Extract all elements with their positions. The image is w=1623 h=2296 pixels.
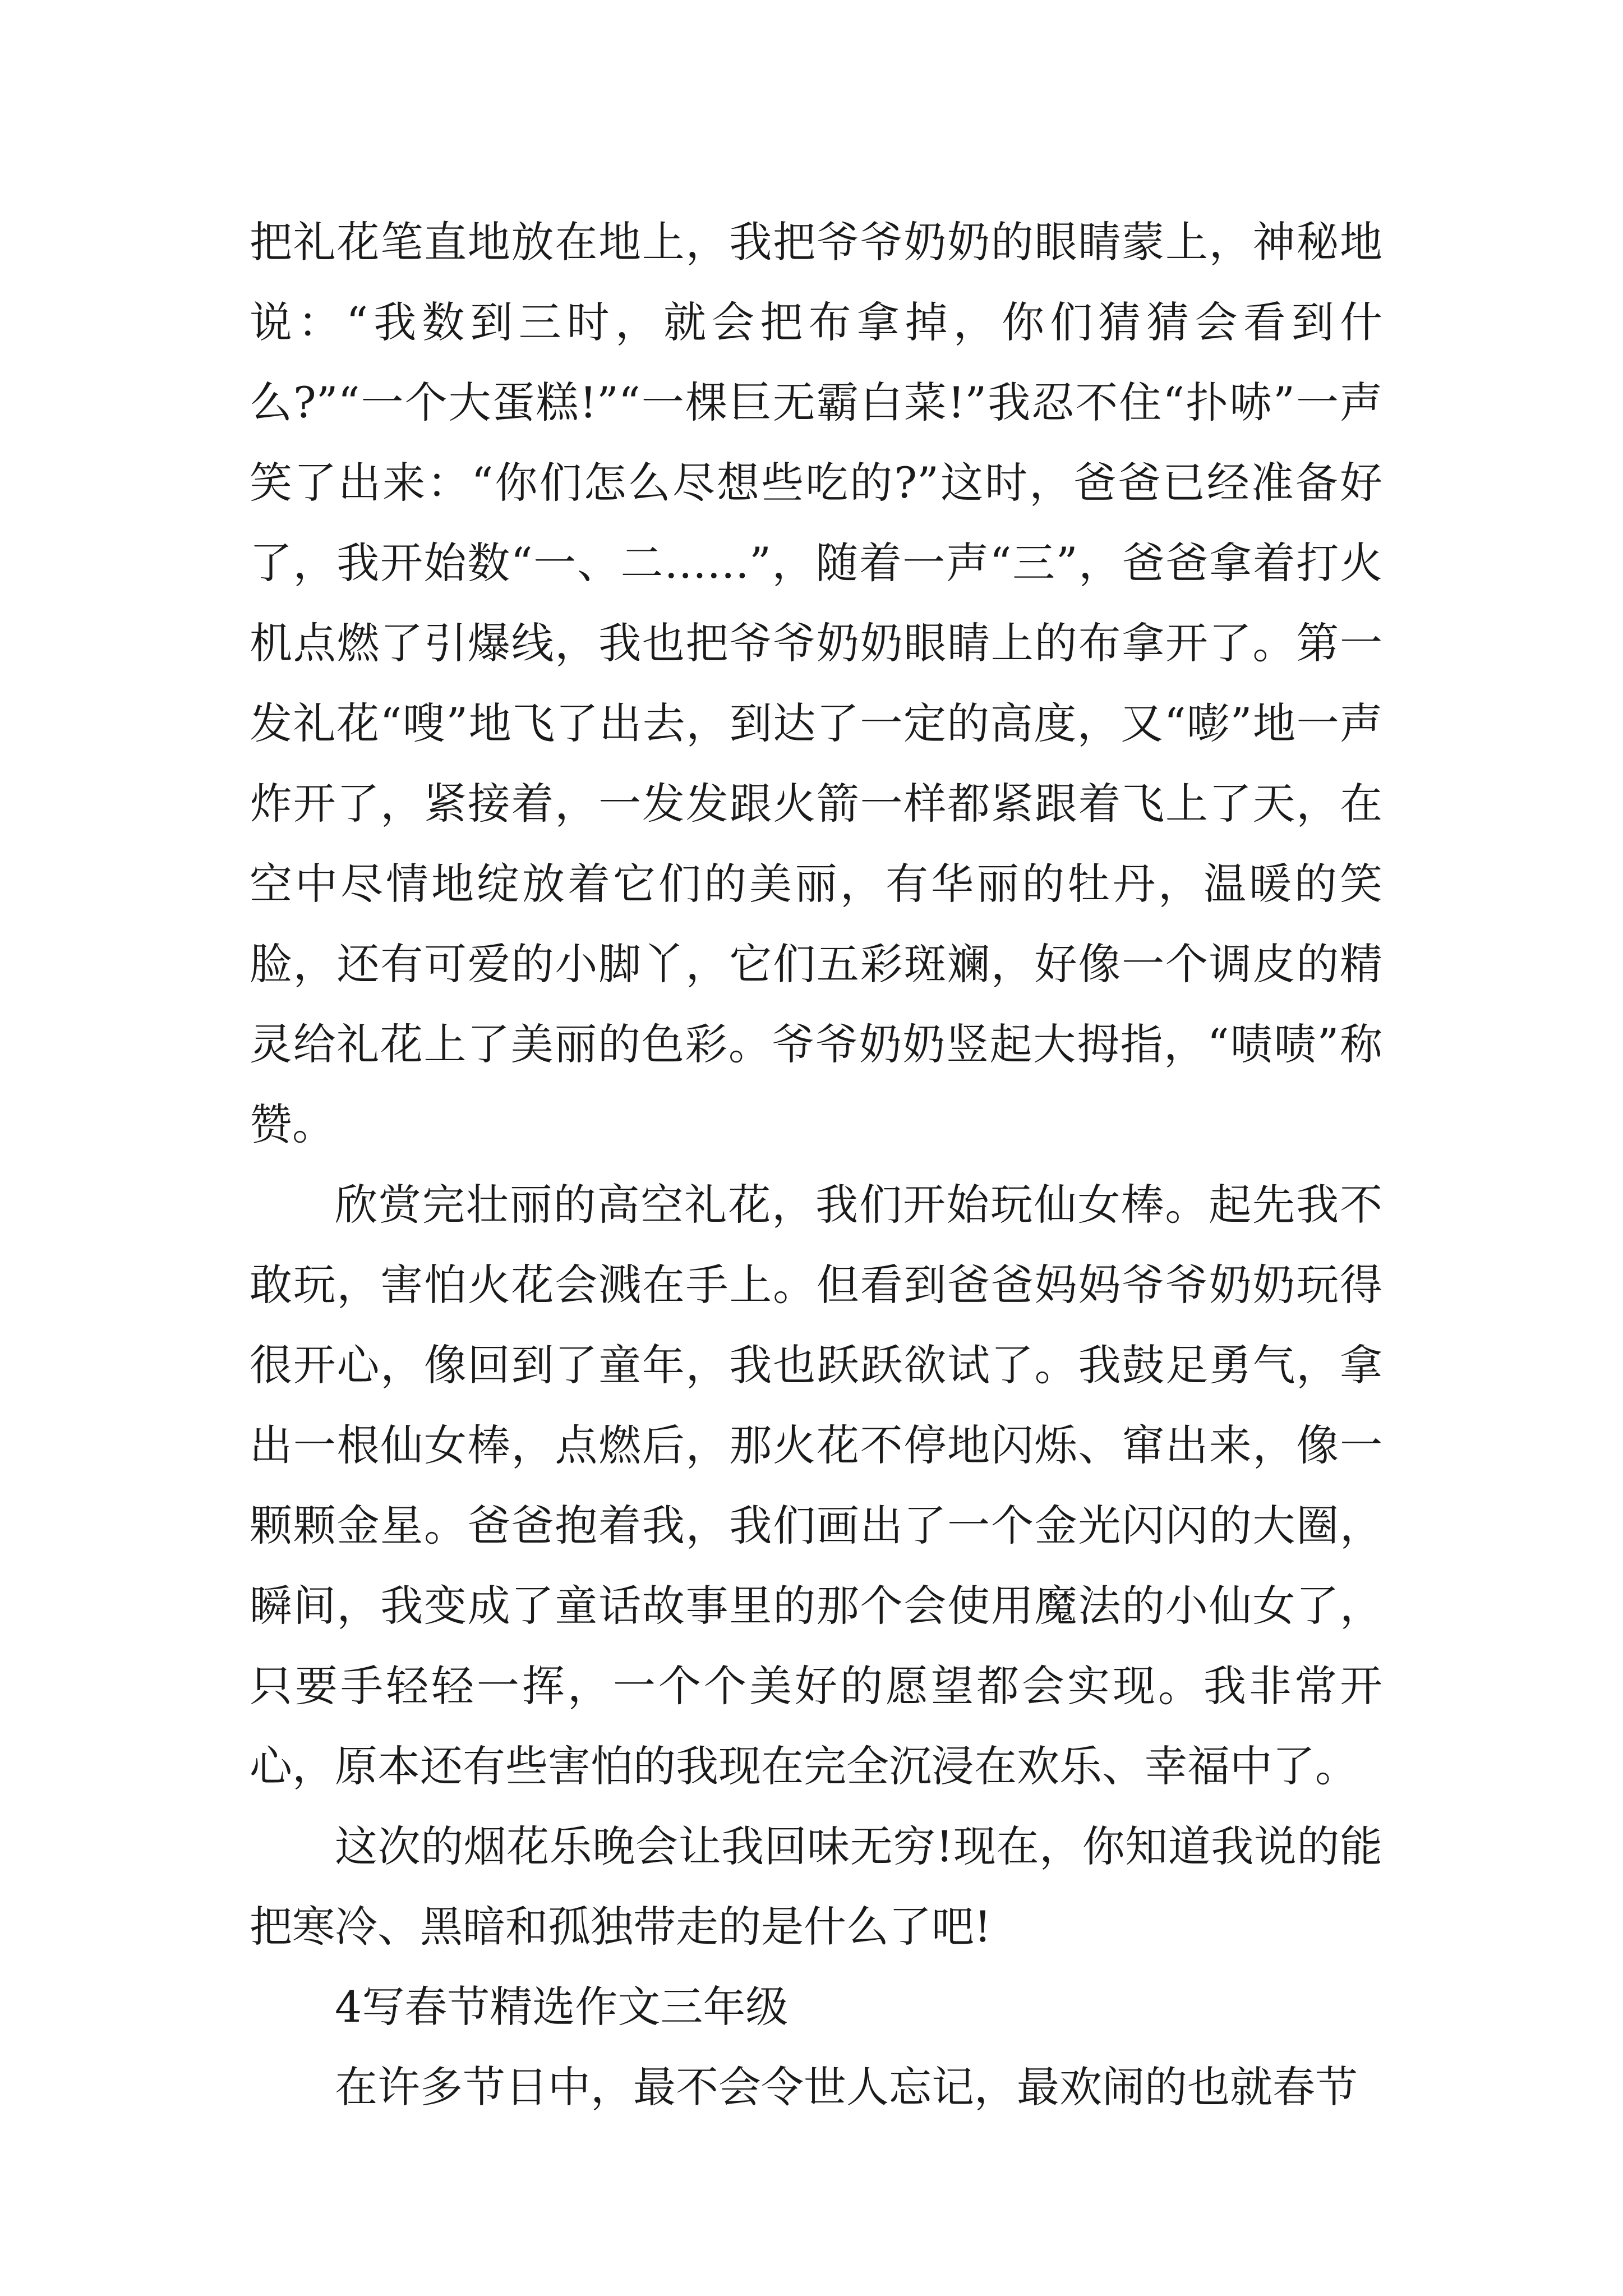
paragraph-sparklers: 欣赏完壮丽的高空礼花，我们开始玩仙女棒。起先我不敢玩，害怕火花会溅在手上。但看到爸爸妈妈爷爷奶奶玩得很开心，像回到了童年，我也跃跃欲试了。我鼓足勇气，拿出一根仙女棒，点燃后，那火花不停地闪烁、窜出来，像一颗颗金星。爸爸抱着我，我们画出了一个金光闪闪的大圈，瞬间，我变成了童话故事里的那个会使用魔法的小仙女了，只要手轻轻一挥，一个个美好的愿望都会实现。我非常开心，原本还有些害怕的我现在完全沉浸在欢乐、幸福中了。	[250, 1180, 1382, 1791]
paragraph-conclusion: 这次的烟花乐晚会让我回味无穷!现在，你知道我说的能把寒冷、黑暗和孤独带走的是什么了吧!	[250, 1821, 1382, 1952]
paragraph-fireworks-launch: 把礼花笔直地放在地上，我把爷爷奶奶的眼睛蒙上，神秘地说：“我数到三时，就会把布拿掉，你们猜猜会看到什么?”“一个大蛋糕!”“一棵巨无霸白菜!”我忍不住“扑哧”一声笑了出来：“你们怎么尽想些吃的?”这时，爸爸已经准备好了，我开始数“一、二……”，随着一声“三”，爸爸拿着打火机点燃了引爆线，我也把爷爷奶奶眼睛上的布拿开了。第一发礼花“嗖”地飞了出去，到达了一定的高度，又“嘭”地一声炸开了，紧接着，一发发跟火箭一样都紧跟着飞上了天，在空中尽情地绽放着它们的美丽，有华丽的牡丹，温暖的笑脸，还有可爱的小脚丫，它们五彩斑斓，好像一个调皮的精灵给礼花上了美丽的色彩。爷爷奶奶竖起大拇指，“啧啧”称赞。	[250, 217, 1382, 1149]
section-heading: 4写春节精选作文三年级	[335, 1982, 789, 2032]
paragraph-spring-festival-intro: 在许多节日中，最不会令世人忘记，最欢闹的也就春节	[335, 2062, 1358, 2112]
document-body	[250, 202, 1382, 2127]
